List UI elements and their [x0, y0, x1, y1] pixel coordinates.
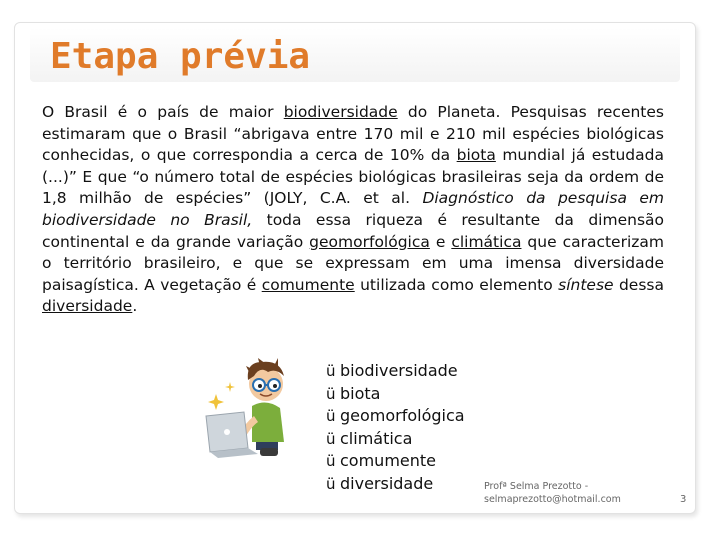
- text-run: O Brasil é o país de maior: [42, 103, 284, 121]
- text-run: e: [429, 232, 452, 251]
- checkmark-icon: ü: [326, 429, 336, 448]
- checklist: [326, 360, 465, 495]
- text-run: utilizada como elemento: [354, 275, 559, 294]
- italic-reference: Diagnóstico da pesquisa em biodiversidade no Brasil,: [42, 189, 664, 229]
- checklist-item: [326, 428, 465, 451]
- underlined-term: comumente: [261, 275, 355, 294]
- footer-author: Profª Selma Prezotto -: [484, 481, 589, 492]
- footer-email: selmaprezotto@hotmail.com: [484, 494, 621, 505]
- page-number: 3: [680, 494, 687, 505]
- footer-credit: [484, 480, 621, 506]
- checkmark-icon: ü: [326, 452, 336, 470]
- checklist-item-label: comumente: [340, 451, 436, 470]
- text-run: .: [132, 297, 138, 316]
- checklist-item: [326, 383, 465, 406]
- checkmark-icon: ü: [326, 384, 336, 403]
- text-run: que caracterizam o território brasileiro, e que se expressam em uma imensa diversidade paisagística. A vegetação é: [42, 232, 665, 294]
- text-run: dessa: [613, 275, 664, 294]
- checkmark-icon: ü: [326, 362, 336, 380]
- student-laptop-icon: [196, 354, 302, 466]
- checklist-item: [326, 360, 465, 383]
- checklist-item-label: biodiversidade: [340, 361, 458, 380]
- text-run: toda essa riqueza é resultante da dimensão continental e da grande variação: [42, 210, 664, 251]
- checklist-item-label: climática: [340, 428, 413, 448]
- body-paragraph: [42, 102, 664, 318]
- underlined-term: biodiversidade: [283, 103, 398, 121]
- underlined-term: climática: [451, 232, 522, 251]
- checkmark-icon: ü: [326, 474, 336, 493]
- checklist-item: [326, 473, 465, 496]
- checklist-item-label: biota: [340, 383, 381, 403]
- text-run: do Planeta. Pesquisas recentes estimaram que o Brasil “abrigava entre 170 mil e 210 mil espécies biológicas conhecidas, o que correspondia a cerca de 10% da: [42, 103, 664, 165]
- checklist-item: [326, 405, 465, 428]
- checklist-item-label: diversidade: [340, 473, 434, 493]
- checklist-item-label: geomorfológica: [340, 406, 465, 425]
- checklist-item: [326, 450, 465, 473]
- checkmark-icon: ü: [326, 407, 336, 425]
- italic-term: síntese: [558, 275, 614, 294]
- underlined-term: geomorfológica: [309, 232, 430, 251]
- underlined-term: diversidade: [42, 297, 133, 316]
- slide-title: Etapa prévia: [50, 36, 311, 77]
- text-run: mundial já estudada (...)” E que “o número total de espécies biológicas brasileiras seja da ordem de 1,8 milhão de espécies” (JOLY, C.A. et al.: [42, 146, 664, 208]
- underlined-term: biota: [456, 146, 496, 165]
